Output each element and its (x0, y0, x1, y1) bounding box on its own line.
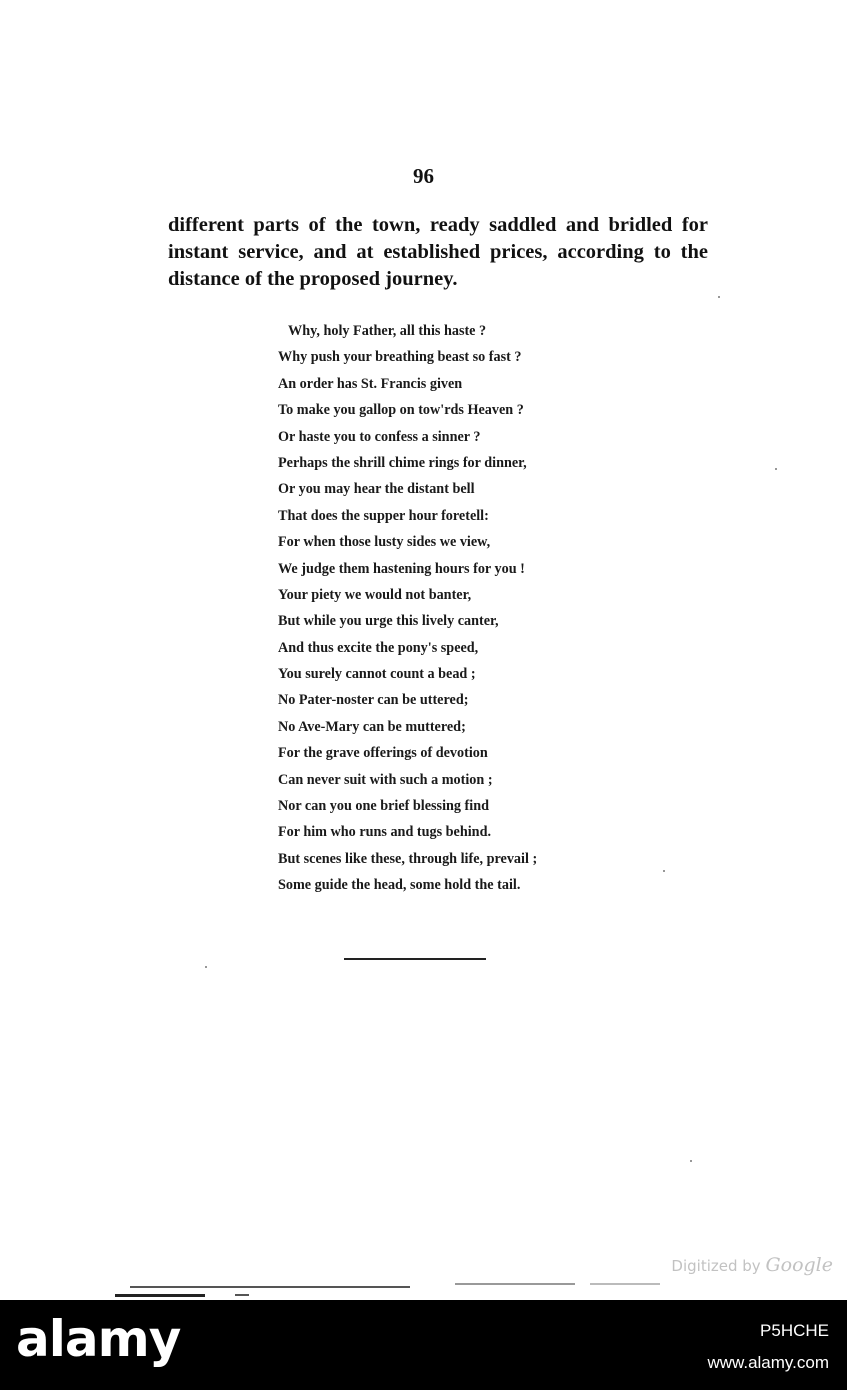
digitized-watermark (671, 1254, 833, 1276)
scan-mark (590, 1283, 660, 1285)
poem-line: Nor can you one brief blessing find (278, 798, 489, 815)
google-logo-text: Google (765, 1254, 833, 1276)
poem-line: Or haste you to confess a sinner ? (278, 428, 481, 445)
poem-line: For the grave offerings of devotion (278, 745, 488, 762)
poem-line: Why, holy Father, all this haste ? (288, 323, 487, 339)
poem-line: And thus excite the pony's speed, (278, 639, 479, 656)
image-id: P5HCHE (760, 1321, 829, 1340)
scan-speck (690, 1160, 692, 1162)
poem-line: No Ave-Mary can be muttered; (278, 718, 466, 735)
poem-line: But scenes like these, through life, prevail ; (278, 850, 538, 867)
page-number: 96 (413, 164, 434, 188)
poem-line: Or you may hear the distant bell (278, 481, 475, 498)
poem-line: To make you gallop on tow'rds Heaven ? (278, 402, 524, 419)
poem-line: For when those lusty sides we view, (278, 534, 491, 551)
scan-mark (130, 1286, 410, 1288)
poem (278, 318, 598, 899)
poem-line: We judge them hastening hours for you ! (278, 560, 525, 577)
scan-speck (718, 296, 720, 298)
poem-line: You surely cannot count a bead ; (278, 666, 476, 683)
alamy-logo: alamy (16, 1310, 181, 1368)
poem-line: For him who runs and tugs behind. (278, 824, 492, 841)
scan-mark (235, 1294, 249, 1296)
poem-line: Some guide the head, some hold the tail. (278, 877, 521, 894)
poem-line: That does the supper hour foretell: (278, 507, 489, 524)
scan-speck (663, 870, 665, 872)
prose-line: different parts of the town, ready saddled and bridled for (168, 214, 708, 236)
prose-paragraph (168, 212, 708, 293)
poem-line: Can never suit with such a motion ; (278, 771, 493, 788)
poem-line: But while you urge this lively canter, (278, 613, 499, 630)
scan-speck (205, 966, 207, 968)
prose-line: instant service, and at established prices, according to the (168, 241, 708, 263)
scan-edge-marks (0, 1280, 847, 1300)
section-divider (344, 958, 486, 960)
site-url: www.alamy.com (707, 1353, 829, 1372)
poem-line: Your piety we would not banter, (278, 586, 472, 603)
poem-line: No Pater-noster can be uttered; (278, 692, 469, 709)
poem-line: Perhaps the shrill chime rings for dinner, (278, 454, 527, 471)
digitized-prefix: Digitized by (671, 1257, 761, 1275)
poem-line: Why push your breathing beast so fast ? (278, 349, 522, 366)
scan-mark (455, 1283, 575, 1285)
prose-line: distance of the proposed journey. (168, 268, 458, 290)
poem-line: An order has St. Francis given (278, 375, 463, 392)
scan-speck (775, 468, 777, 470)
scan-mark (115, 1294, 205, 1297)
